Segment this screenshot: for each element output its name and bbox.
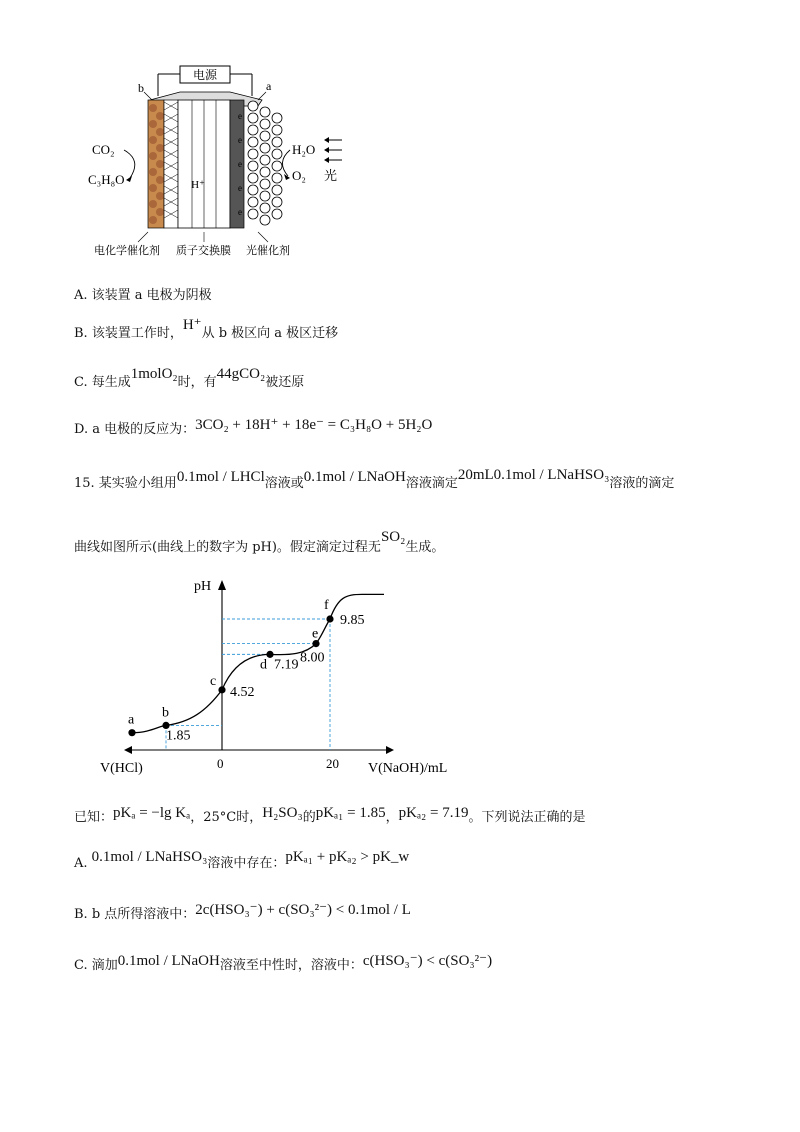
q15-option-a — [74, 849, 410, 872]
q14-option-b-ion: H⁺ — [182, 317, 202, 333]
ph-value-label: 1.85 — [166, 728, 191, 744]
q15-text-b: 溶液或 — [264, 476, 304, 491]
data-point-c — [218, 686, 225, 693]
q15-line-2-text: 曲线如图所示(曲线上的数字为 pH)。假定滴定过程无 — [74, 540, 381, 555]
q15-known-e: 。下列说法正确的是 — [468, 810, 586, 825]
x-axis-arrow-left — [124, 746, 132, 754]
q14-option-d-equation: 3CO₂ + 18H⁺ + 18e⁻ = C₃H₈O + 5H₂O — [195, 417, 433, 433]
q15-hcl: 0.1mol / LHCl — [176, 469, 265, 485]
proton-label: H⁺ — [191, 179, 205, 191]
q15-option-c-relation: c(HSO₃⁻) < c(SO₃²⁻) — [362, 953, 493, 969]
data-point-a — [128, 729, 135, 736]
electrode-b-label: b — [138, 81, 144, 95]
q15-pka-def: pKₐ = −lg Kₐ — [113, 805, 191, 821]
caption-photocatalyst: 光催化剂 — [246, 245, 290, 257]
q14-option-c — [74, 366, 305, 391]
electron-label: e — [238, 111, 242, 121]
q14-option-c-co2: 44gCO₂ — [216, 366, 266, 382]
device-figure — [80, 62, 370, 262]
q15-text-d: 溶液的滴定 — [609, 476, 675, 491]
q14-option-c-mid: 时，有 — [177, 375, 217, 390]
q15-option-a-relation: pKₐ₁ + pKₐ₂ > pK_w — [285, 849, 410, 865]
q15-known-d: ， — [385, 810, 399, 825]
q14-option-c-prefix: C. 每生成 — [74, 375, 131, 390]
x-axis-label-left: V(HCl) — [100, 761, 143, 776]
electron-label: e — [238, 159, 242, 169]
q15-option-b — [74, 903, 411, 923]
q14-option-b-suffix: 从 b 极区向 a 极区迁移 — [201, 326, 339, 341]
titration-chart — [100, 570, 480, 785]
q15-option-c-mid: 溶液至中性时，溶液中： — [219, 958, 363, 973]
q14-option-c-o2: 1molO₂ — [130, 366, 178, 382]
q15-h2so3: H₂SO₃ — [262, 805, 303, 821]
q15-option-a-solution: 0.1mol / LNaHSO₃ — [91, 849, 208, 865]
q15-option-b-relation: 2c(HSO₃⁻) + c(SO₃²⁻) < 0.1mol / L — [195, 902, 411, 918]
q15-naoh: 0.1mol / LNaOH — [303, 469, 406, 485]
q15-line-2-end: 生成。 — [405, 540, 445, 555]
point-label-d: d — [260, 657, 267, 673]
q14-option-d-prefix: D. a 电极的反应为： — [74, 422, 196, 437]
caption-membrane: 质子交换膜 — [176, 245, 231, 257]
q15-option-a-prefix: A. — [74, 856, 88, 871]
q15-text-c: 溶液滴定 — [405, 476, 458, 491]
q15-known-label: 已知： — [74, 810, 114, 825]
q15-line-2 — [74, 529, 445, 556]
q15-pka2: pKₐ₂ = 7.19 — [398, 805, 469, 821]
q15-known-c: 的 — [302, 810, 316, 825]
q15-option-b-prefix: B. b 点所得溶液中： — [74, 907, 196, 922]
electron-label: e — [238, 207, 242, 217]
point-label-e: e — [312, 626, 319, 642]
q15-pka1: pKₐ₁ = 1.85 — [315, 805, 386, 821]
y-axis-label: pH — [194, 579, 212, 594]
ph-value-label: 7.19 — [274, 657, 299, 673]
h2o-label: H₂O — [292, 142, 316, 157]
c3h8o-label: C₃H₈O — [88, 172, 125, 187]
ph-value-label: 8.00 — [300, 650, 325, 666]
x-axis-label-right: V(NaOH)/mL — [368, 761, 448, 776]
electron-label: e — [238, 135, 242, 145]
point-label-f: f — [324, 597, 329, 613]
q15-option-c-prefix: C. 滴加 — [74, 958, 118, 973]
q15-option-c-naoh: 0.1mol / LNaOH — [117, 953, 220, 969]
q14-option-a: A. 该装置 a 电极为阴极 — [74, 288, 212, 303]
x-axis-arrow-right — [386, 746, 394, 754]
electron-label: e — [238, 183, 242, 193]
x-tick-label: 0 — [217, 756, 224, 771]
caption-electrocatalyst: 电化学催化剂 — [94, 245, 160, 257]
o2-label: O₂ — [292, 168, 306, 183]
q14-option-d — [74, 418, 432, 438]
q14-option-c-suffix: 被还原 — [265, 375, 305, 390]
q14-option-b — [74, 317, 339, 342]
power-source-label: 电源 — [192, 68, 218, 82]
y-axis-arrow — [218, 580, 226, 590]
point-label-c: c — [210, 673, 217, 689]
q15-line-1 — [74, 467, 675, 492]
point-label-b: b — [162, 705, 169, 721]
ph-value-label: 4.52 — [230, 684, 255, 700]
q15-nahso3: 20mL0.1mol / LNaHSO₃ — [457, 467, 610, 483]
data-point-d — [266, 651, 273, 658]
light-label: 光 — [324, 168, 338, 183]
point-label-a: a — [128, 712, 135, 728]
q15-option-c — [74, 954, 492, 974]
electrode-a-label: a — [266, 79, 272, 93]
q15-number: 15. 某实验小组用 — [74, 476, 177, 491]
co2-label: CO₂ — [92, 142, 115, 157]
q14-option-b-prefix: B. 该装置工作时， — [74, 326, 183, 341]
q15-known — [74, 806, 586, 826]
x-tick-label: 20 — [326, 756, 339, 771]
ph-value-label: 9.85 — [340, 612, 365, 628]
q15-option-a-mid: 溶液中存在： — [207, 856, 286, 871]
q15-so2: SO₂ — [380, 529, 406, 545]
data-point-f — [326, 615, 333, 622]
q15-known-b: ，25°C时， — [190, 810, 263, 825]
